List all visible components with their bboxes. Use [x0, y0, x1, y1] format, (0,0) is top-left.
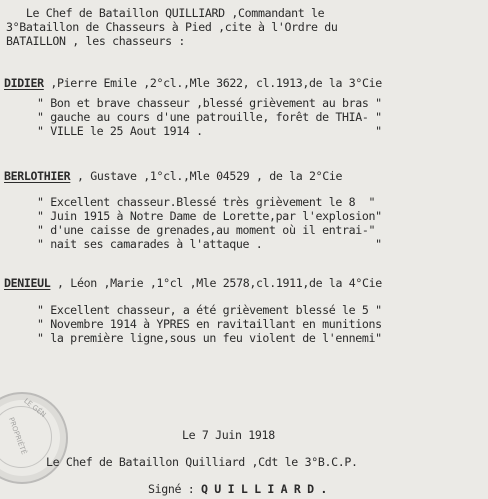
signed-label: Signé :: [148, 482, 202, 496]
intro-line-1: Le Chef de Bataillon QUILLIARD ,Commandant le: [6, 6, 325, 20]
citation-3-text-3: " la première ligne,sous un feu violent de l'ennemi": [37, 331, 382, 345]
citation-1-text-1: " Bon et brave chasseur ,blessé grièvement au bras ": [37, 96, 382, 110]
intro-line-2: 3°Bataillon de Chasseurs à Pied ,cite à l'Ordre du: [6, 20, 338, 34]
footer-date: Le 7 Juin 1918: [182, 428, 275, 442]
citation-2-text-2: " Juin 1915 à Notre Dame de Lorette,par l'explosion": [37, 209, 382, 223]
footer-signature-line: Le Chef de Bataillon Quilliard ,Cdt le 3°B.C.P.: [46, 455, 358, 469]
footer-signed: [148, 483, 327, 496]
citation-3-name: DENIEUL: [4, 276, 51, 290]
citation-2-name: BERLOTHIER: [4, 169, 71, 183]
citation-2-text-4: " nait ses camarades à l'attaque . ": [37, 237, 382, 251]
citation-2-header: [4, 170, 342, 183]
citation-2-details: , Gustave ,1°cl.,Mle 04529 , de la 2°Cie: [70, 169, 343, 183]
citation-3-text-2: " Novembre 1914 à YPRES en ravitaillant en munitions: [37, 317, 382, 331]
citation-1-text-2: " gauche au cours d'une patrouille, forêt de THIA- ": [37, 110, 382, 124]
citation-2-text-1: " Excellent chasseur.Blessé très grièvement le 8 ": [37, 195, 376, 209]
stamp-text-side: PROPRIÉTÉ: [7, 416, 28, 456]
stamp-text-top: LE GÉN: [22, 396, 48, 420]
intro-line-3: BATAILLON , les chasseurs :: [6, 34, 186, 48]
citation-3-details: , Léon ,Marie ,1°cl ,Mle 2578,cl.1911,de la 4°Cie: [50, 276, 382, 290]
citation-2-text-3: " d'une caisse de grenades,au moment où il entrai-": [37, 223, 376, 237]
citation-1-details: ,Pierre Emile ,2°cl.,Mle 3622, cl.1913,de la 3°Cie: [43, 76, 382, 90]
citation-3-text-1: " Excellent chasseur, a été grièvement blessé le 5 ": [37, 303, 382, 317]
signed-name: Q U I L L I A R D .: [201, 482, 328, 496]
citation-3-header: [4, 277, 382, 290]
citation-1-name: DIDIER: [4, 76, 44, 90]
citation-1-header: [4, 77, 382, 90]
citation-1-text-3: " VILLE le 25 Aout 1914 . ": [37, 124, 382, 138]
